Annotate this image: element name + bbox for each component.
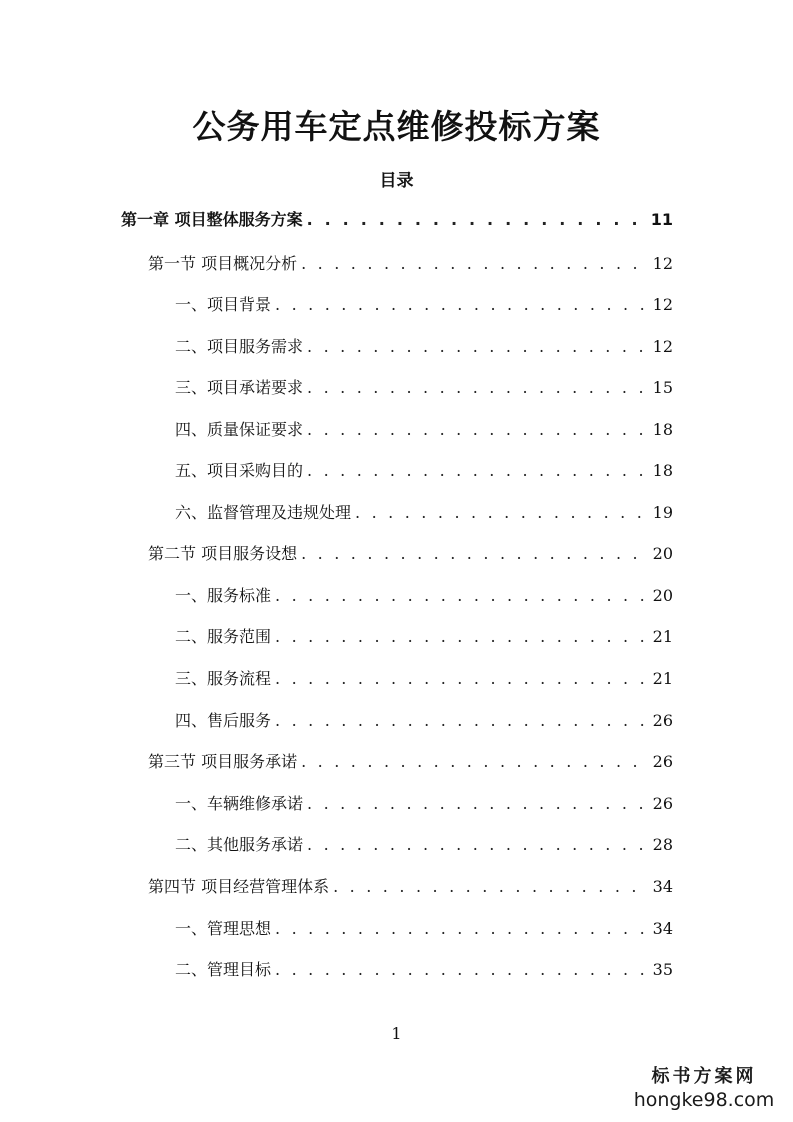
watermark bbox=[629, 1066, 779, 1112]
toc-entry-title: 二、服务范围 bbox=[175, 627, 272, 646]
watermark-url: hongke98.com bbox=[633, 1089, 775, 1111]
toc-entry[interactable] bbox=[175, 581, 673, 611]
toc-dot-leader bbox=[307, 789, 647, 819]
toc-dot-leader bbox=[301, 249, 647, 279]
toc-entry-page: 35 bbox=[652, 960, 673, 979]
toc-entry[interactable] bbox=[175, 789, 673, 819]
page-number: 1 bbox=[391, 1024, 402, 1043]
toc-entry-page: 11 bbox=[650, 210, 673, 229]
document-title: 公务用车定点维修投标方案 bbox=[192, 107, 601, 146]
toc-entry[interactable] bbox=[175, 955, 673, 985]
toc-entry-title: 三、服务流程 bbox=[175, 669, 272, 688]
toc-entry[interactable] bbox=[175, 498, 673, 528]
toc-entry-page: 19 bbox=[652, 503, 673, 522]
toc-entry-title: 四、质量保证要求 bbox=[175, 420, 304, 439]
toc-dot-leader bbox=[307, 415, 647, 445]
toc-entry[interactable] bbox=[175, 415, 673, 445]
toc-dot-leader bbox=[307, 205, 645, 235]
toc-dot-leader bbox=[275, 955, 647, 985]
toc-entry-page: 12 bbox=[652, 254, 673, 273]
toc-dot-leader bbox=[301, 747, 647, 777]
toc-entry-title: 二、管理目标 bbox=[175, 960, 272, 979]
toc-entry-page: 18 bbox=[652, 420, 673, 439]
toc-entry-page: 15 bbox=[652, 378, 673, 397]
toc-entry-title: 一、项目背景 bbox=[175, 295, 272, 314]
toc-entry[interactable] bbox=[175, 290, 673, 320]
toc-dot-leader bbox=[355, 498, 647, 528]
toc-entry-page: 18 bbox=[652, 461, 673, 480]
toc-entry[interactable] bbox=[175, 706, 673, 736]
toc-entry-title: 一、服务标准 bbox=[175, 586, 272, 605]
toc-dot-leader bbox=[307, 830, 647, 860]
toc-entry[interactable] bbox=[148, 872, 673, 902]
toc-entry[interactable] bbox=[175, 456, 673, 486]
toc-entry[interactable] bbox=[175, 373, 673, 403]
toc-dot-leader bbox=[275, 290, 647, 320]
toc-dot-leader bbox=[275, 664, 647, 694]
toc-entry-title: 第一章 项目整体服务方案 bbox=[121, 210, 303, 229]
toc-dot-leader bbox=[301, 539, 647, 569]
toc-dot-leader bbox=[275, 706, 647, 736]
toc-dot-leader bbox=[307, 456, 647, 486]
toc-entry-page: 26 bbox=[652, 794, 673, 813]
toc-entry-page: 34 bbox=[652, 919, 673, 938]
toc-dot-leader bbox=[275, 581, 647, 611]
toc-entry-title: 六、监督管理及违规处理 bbox=[175, 503, 352, 522]
toc-entry-title: 三、项目承诺要求 bbox=[175, 378, 304, 397]
toc-heading: 目录 bbox=[379, 171, 414, 191]
toc-entry[interactable] bbox=[148, 539, 673, 569]
toc-entry-page: 21 bbox=[652, 627, 673, 646]
toc-entry[interactable] bbox=[175, 830, 673, 860]
toc-dot-leader bbox=[307, 332, 647, 362]
toc-entry-title: 二、项目服务需求 bbox=[175, 337, 304, 356]
toc-entry[interactable] bbox=[175, 332, 673, 362]
toc-entry-title: 五、项目采购目的 bbox=[175, 461, 304, 480]
toc-entry-page: 12 bbox=[652, 295, 673, 314]
toc-entry[interactable] bbox=[175, 664, 673, 694]
toc-entry-title: 一、管理思想 bbox=[175, 919, 272, 938]
toc-entry-title: 第一节 项目概况分析 bbox=[148, 254, 298, 273]
toc-entry-title: 一、车辆维修承诺 bbox=[175, 794, 304, 813]
toc-entry-page: 26 bbox=[652, 752, 673, 771]
toc-entry-title: 第三节 项目服务承诺 bbox=[148, 752, 298, 771]
toc-entry-page: 20 bbox=[652, 544, 673, 563]
toc-entry-title: 二、其他服务承诺 bbox=[175, 835, 304, 854]
toc-entry-page: 12 bbox=[652, 337, 673, 356]
toc-entry-title: 第二节 项目服务设想 bbox=[148, 544, 298, 563]
toc-dot-leader bbox=[333, 872, 647, 902]
toc-entry-page: 20 bbox=[652, 586, 673, 605]
toc-entry[interactable] bbox=[175, 914, 673, 944]
toc-dot-leader bbox=[275, 622, 647, 652]
toc-entry-page: 28 bbox=[652, 835, 673, 854]
toc-entry-title: 第四节 项目经营管理体系 bbox=[148, 877, 330, 896]
toc-dot-leader bbox=[307, 373, 647, 403]
toc-dot-leader bbox=[275, 914, 647, 944]
toc-entry[interactable] bbox=[148, 747, 673, 777]
toc-entry[interactable] bbox=[175, 622, 673, 652]
toc-entry-page: 21 bbox=[652, 669, 673, 688]
toc-entry[interactable] bbox=[121, 205, 673, 235]
toc-entry-page: 34 bbox=[652, 877, 673, 896]
toc-entry-title: 四、售后服务 bbox=[175, 711, 272, 730]
toc-entry[interactable] bbox=[148, 249, 673, 279]
watermark-brand: 标书方案网 bbox=[651, 1066, 757, 1087]
toc-entry-page: 26 bbox=[652, 711, 673, 730]
